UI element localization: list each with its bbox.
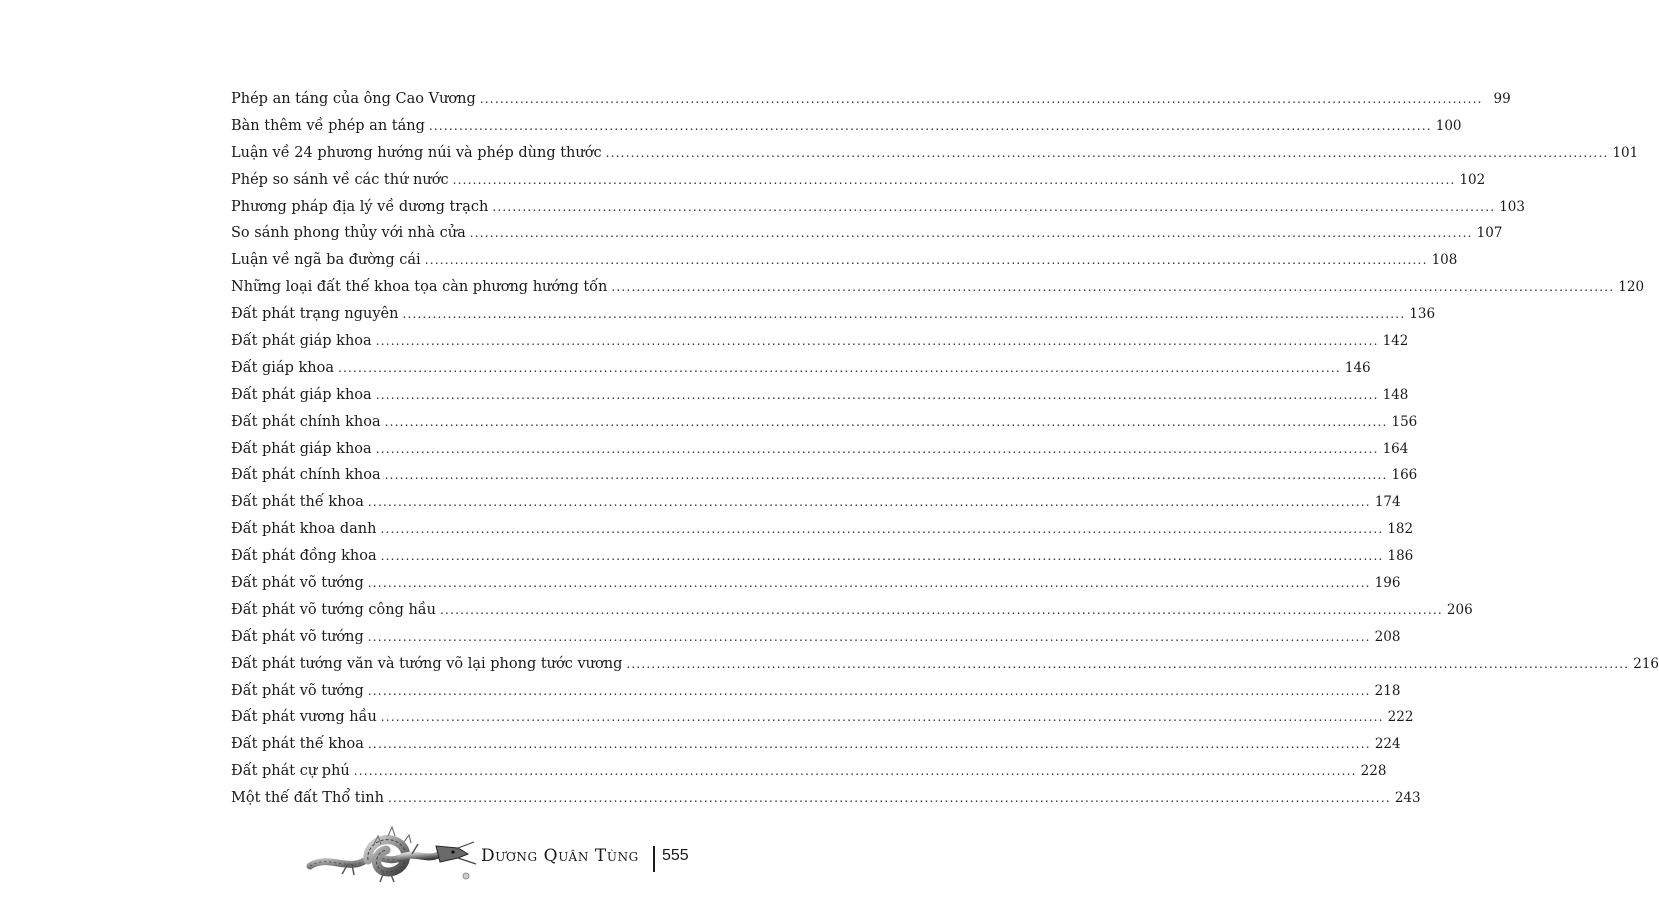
toc-entry-title: Đất phát võ tướng <box>231 575 364 592</box>
toc-entry <box>231 194 1525 221</box>
toc-entry <box>231 758 1387 785</box>
toc-entry <box>231 436 1409 463</box>
toc-entry <box>231 489 1401 516</box>
toc-entry <box>231 247 1458 274</box>
toc-leader-dots: ........................................................................................................................................................................................................ <box>337 360 1341 375</box>
toc-leader-dots: ........................................................................................................................................................................................................ <box>375 441 1379 456</box>
toc-entry-page: 243 <box>1394 790 1421 807</box>
toc-entry-page: 216 <box>1633 655 1659 672</box>
toc-entry-page: 100 <box>1435 117 1462 134</box>
toc-leader-dots: ........................................................................................................................................................................................................ <box>353 764 1357 779</box>
toc-entry-title: Đất phát giáp khoa <box>231 333 372 350</box>
toc-entry <box>231 274 1645 301</box>
author-name: Dương Quân Tùng <box>481 846 639 866</box>
dragon-ornament-icon <box>308 824 478 886</box>
toc-entry <box>231 140 1639 167</box>
toc-entry-page: 218 <box>1374 682 1401 699</box>
toc-entry-title: Đất phát thế khoa <box>231 494 364 511</box>
toc-entry <box>231 113 1462 140</box>
toc-leader-dots: ........................................................................................................................................................................................................ <box>402 307 1406 322</box>
toc-leader-dots: ........................................................................................................................................................................................................ <box>384 414 1388 429</box>
toc-leader-dots: ........................................................................................................................................................................................................ <box>428 118 1432 133</box>
toc-entry <box>231 678 1401 705</box>
toc-entry-page: 120 <box>1618 279 1645 296</box>
toc-entry-page: 148 <box>1382 386 1409 403</box>
toc-entry <box>231 516 1414 543</box>
toc-leader-dots: ........................................................................................................................................................................................................ <box>469 226 1473 241</box>
table-of-contents <box>231 86 1659 812</box>
toc-entry-page: 156 <box>1391 413 1418 430</box>
toc-leader-dots: ........................................................................................................................................................................................................ <box>367 495 1371 510</box>
toc-leader-dots: ........................................................................................................................................................................................................ <box>479 92 1483 106</box>
toc-entry-page: 99 <box>1493 91 1511 107</box>
toc-entry-page: 142 <box>1382 333 1409 350</box>
toc-entry-title: Bàn thêm về phép an táng <box>231 117 425 134</box>
toc-entry-title: Đất phát võ tướng <box>231 628 364 645</box>
toc-entry-page: 224 <box>1374 736 1401 753</box>
toc-entry-page: 206 <box>1446 601 1473 618</box>
toc-entry <box>231 167 1486 194</box>
toc-entry-page: 182 <box>1387 521 1414 538</box>
toc-entry-page: 108 <box>1431 252 1458 269</box>
toc-entry <box>231 301 1436 328</box>
toc-entry-page: 164 <box>1382 440 1409 457</box>
toc-leader-dots: ........................................................................................................................................................................................................ <box>367 683 1371 698</box>
toc-entry <box>231 543 1414 570</box>
toc-entry <box>231 382 1409 409</box>
toc-entry-page: 146 <box>1344 359 1371 376</box>
toc-entry-title: Đất phát giáp khoa <box>231 440 372 457</box>
toc-entry <box>231 328 1409 355</box>
toc-entry <box>231 86 1511 113</box>
toc-entry-page: 102 <box>1459 171 1486 188</box>
toc-leader-dots: ........................................................................................................................................................................................................ <box>492 199 1496 214</box>
toc-leader-dots: ........................................................................................................................................................................................................ <box>367 629 1371 644</box>
toc-leader-dots: ........................................................................................................................................................................................................ <box>380 710 1384 725</box>
toc-entry <box>231 785 1421 812</box>
toc-leader-dots: ........................................................................................................................................................................................................ <box>452 172 1456 187</box>
toc-entry-title: Đất phát cự phú <box>231 763 350 780</box>
toc-leader-dots: ........................................................................................................................................................................................................ <box>611 280 1615 295</box>
toc-entry-title: Đất phát thế khoa <box>231 736 364 753</box>
page-footer <box>300 820 700 890</box>
toc-entry <box>231 462 1418 489</box>
toc-entry-page: 228 <box>1360 763 1387 780</box>
toc-entry-title: Đất phát võ tướng <box>231 682 364 699</box>
toc-leader-dots: ........................................................................................................................................................................................................ <box>387 791 1391 806</box>
toc-entry-title: Đất phát đồng khoa <box>231 548 377 565</box>
toc-entry <box>231 570 1401 597</box>
toc-entry-title: Đất giáp khoa <box>231 359 334 376</box>
toc-entry-title: Đất phát vương hầu <box>231 709 377 726</box>
toc-entry-page: 107 <box>1476 225 1503 242</box>
toc-entry-title: Đất phát giáp khoa <box>231 386 372 403</box>
toc-entry-title: Luận về 24 phương hướng núi và phép dùng thước <box>231 144 602 161</box>
toc-leader-dots: ........................................................................................................................................................................................................ <box>440 602 1443 617</box>
toc-entry-title: Những loại đất thế khoa tọa càn phương hướng tốn <box>231 279 608 296</box>
toc-entry-title: Phép so sánh về các thứ nước <box>231 171 449 188</box>
toc-entry-page: 103 <box>1499 198 1525 215</box>
toc-leader-dots: ........................................................................................................................................................................................................ <box>375 334 1379 349</box>
toc-entry <box>231 220 1503 247</box>
toc-entry-page: 186 <box>1387 548 1414 565</box>
toc-entry-title: Đất phát chính khoa <box>231 467 381 484</box>
page-number: 555 <box>662 847 689 864</box>
toc-entry-title: Đất phát võ tướng công hầu <box>231 601 437 618</box>
toc-entry-title: Đất phát tướng văn và tướng võ lại phong tước vương <box>231 655 623 672</box>
footer-separator <box>653 846 655 872</box>
toc-entry-page: 222 <box>1387 709 1414 726</box>
toc-entry <box>231 704 1414 731</box>
toc-entry-page: 101 <box>1612 144 1639 161</box>
toc-entry-title: Phép an táng của ông Cao Vương <box>231 91 476 107</box>
toc-entry <box>231 624 1401 651</box>
toc-entry-page: 196 <box>1374 575 1401 592</box>
toc-leader-dots: ........................................................................................................................................................................................................ <box>424 253 1428 268</box>
toc-entry-title: Phương pháp địa lý về dương trạch <box>231 198 489 215</box>
toc-leader-dots: ........................................................................................................................................................................................................ <box>367 737 1371 752</box>
toc-entry-title: Đất phát chính khoa <box>231 413 381 430</box>
toc-entry-title: Luận về ngã ba đường cái <box>231 252 421 269</box>
toc-leader-dots: ........................................................................................................................................................................................................ <box>380 549 1384 564</box>
toc-entry <box>231 731 1401 758</box>
toc-entry <box>231 651 1659 678</box>
toc-entry-page: 174 <box>1374 494 1401 511</box>
toc-leader-dots: ........................................................................................................................................................................................................ <box>380 522 1384 537</box>
toc-entry <box>231 409 1418 436</box>
toc-leader-dots: ........................................................................................................................................................................................................ <box>605 145 1609 160</box>
toc-leader-dots: ........................................................................................................................................................................................................ <box>626 656 1630 671</box>
toc-entry-page: 208 <box>1374 628 1401 645</box>
toc-entry <box>231 355 1371 382</box>
toc-entry-title: So sánh phong thủy với nhà cửa <box>231 225 466 242</box>
toc-leader-dots: ........................................................................................................................................................................................................ <box>367 576 1371 591</box>
toc-leader-dots: ........................................................................................................................................................................................................ <box>375 387 1379 402</box>
toc-entry <box>231 597 1473 624</box>
toc-entry-title: Một thế đất Thổ tinh <box>231 790 384 807</box>
toc-entry-title: Đất phát trạng nguyên <box>231 306 399 323</box>
toc-entry-page: 166 <box>1391 467 1418 484</box>
toc-entry-title: Đất phát khoa danh <box>231 521 377 538</box>
toc-entry-page: 136 <box>1409 306 1436 323</box>
toc-leader-dots: ........................................................................................................................................................................................................ <box>384 468 1388 483</box>
